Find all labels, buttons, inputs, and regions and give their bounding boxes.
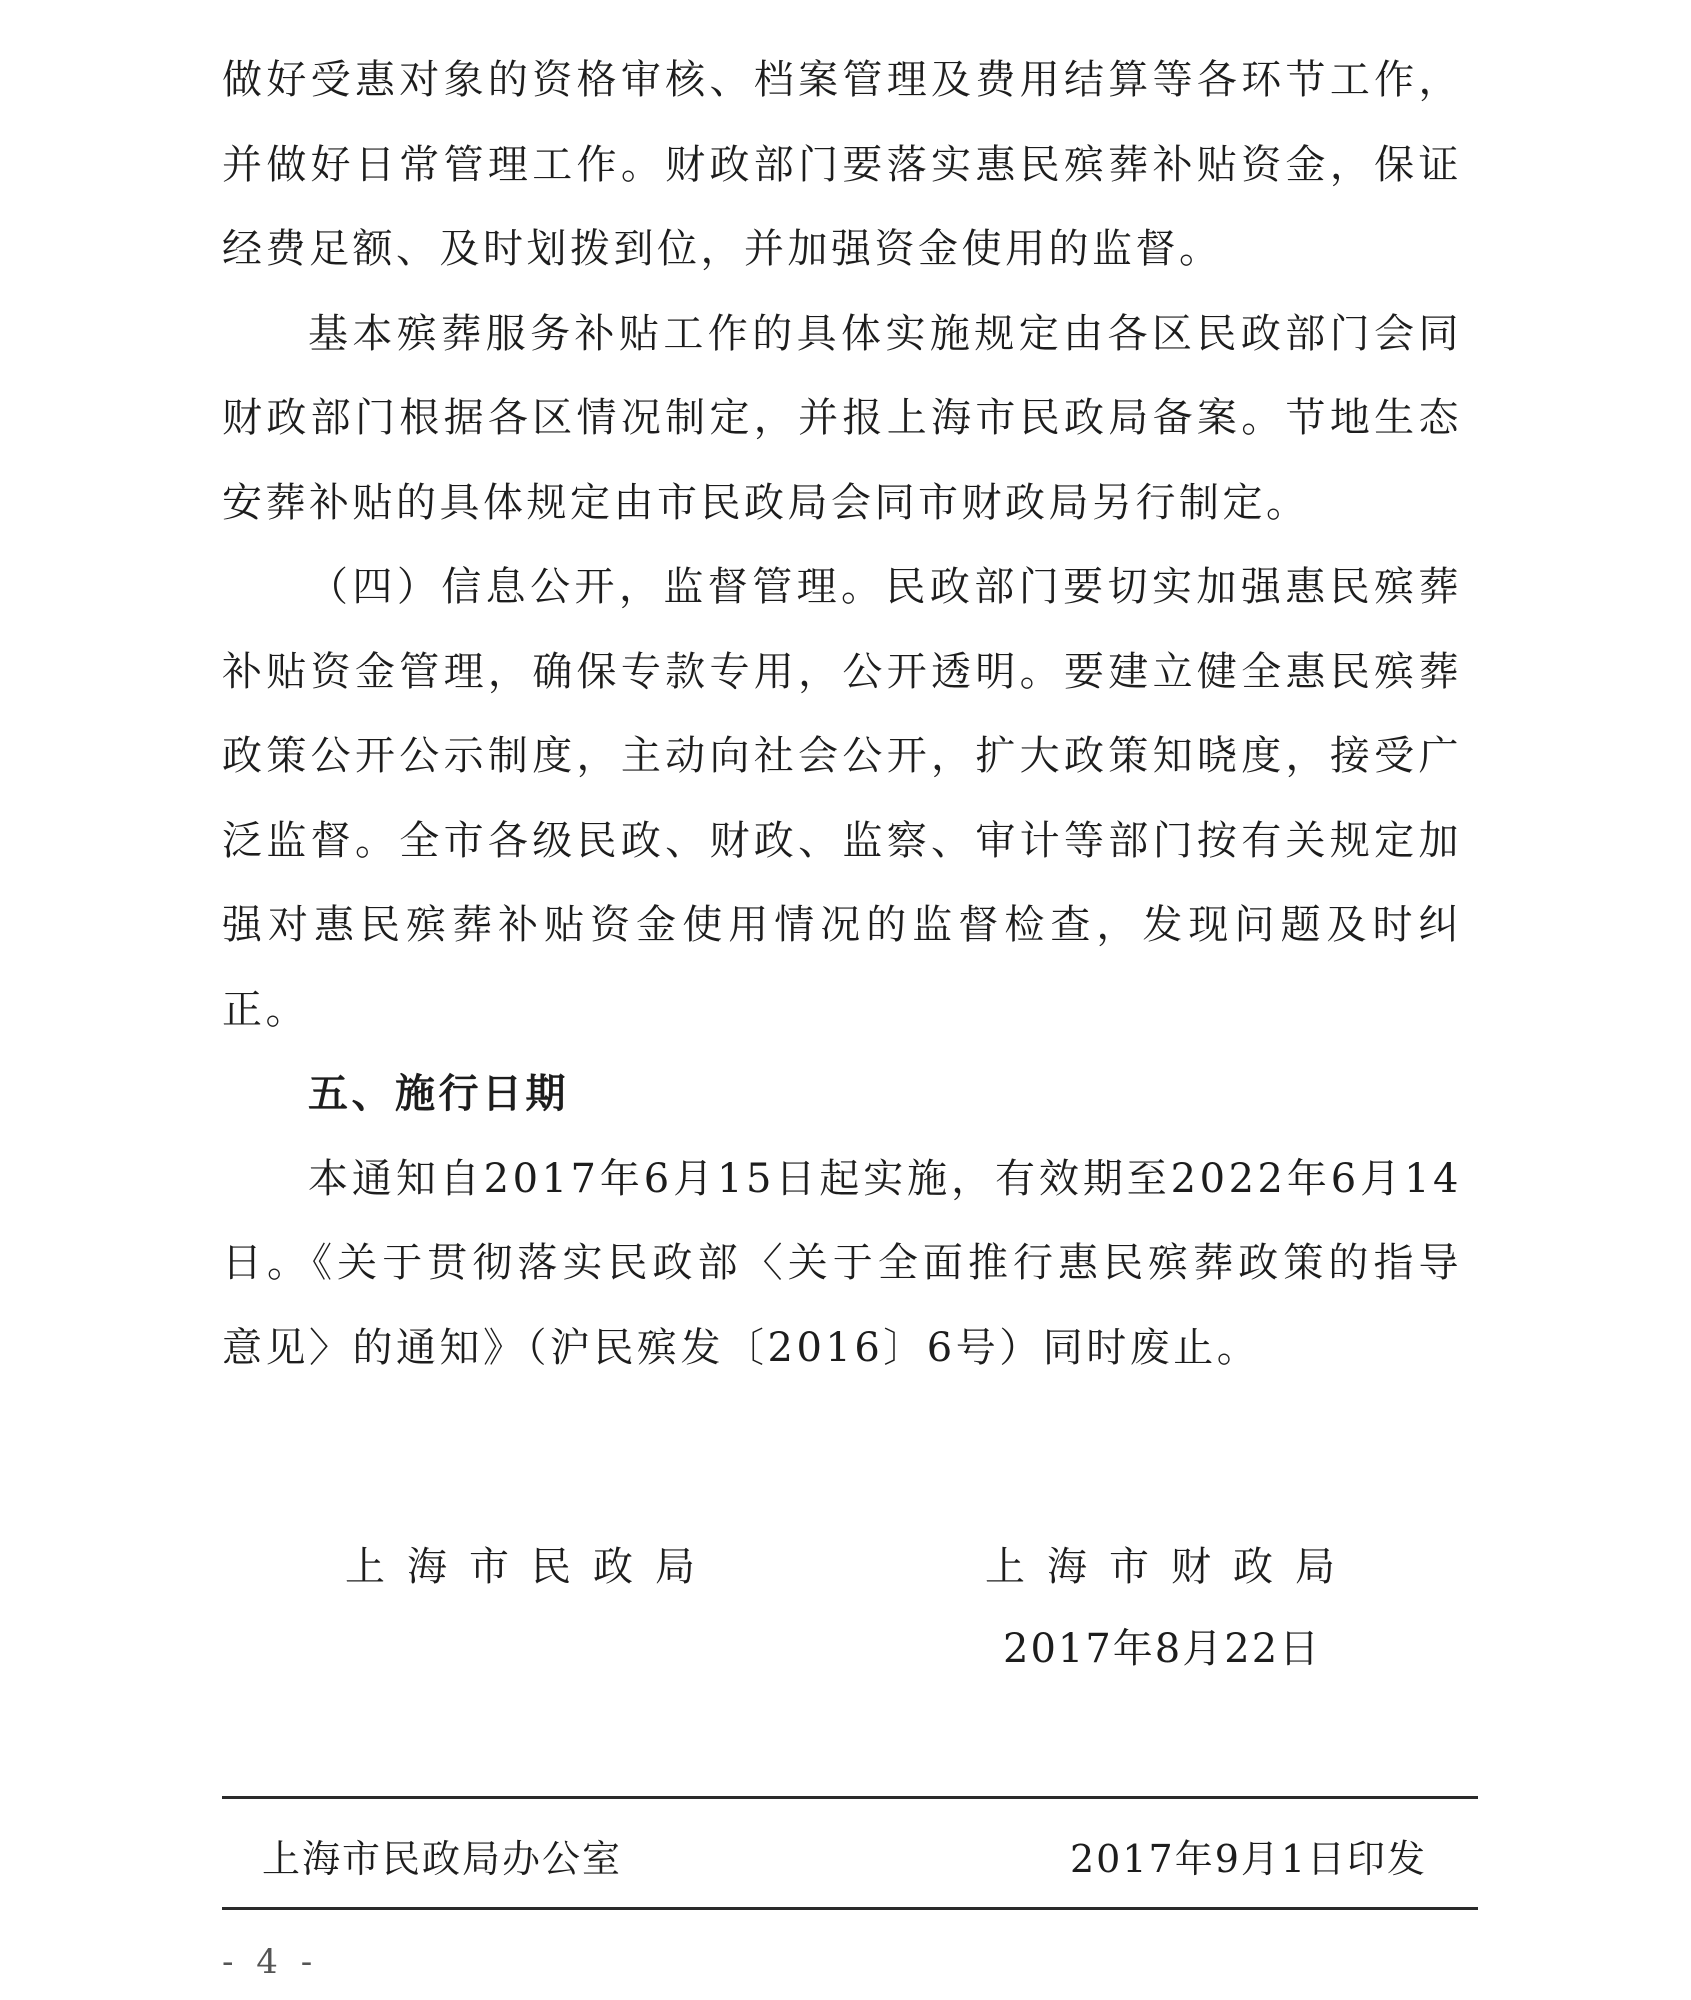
signature-date: 2017年8月22日 [1003, 1626, 1322, 1672]
paragraph-effective-date: 本通知自2017年6月15日起实施，有效期至2022年6月14日。《关于贯彻落实民政部〈关于全面推行惠民殡葬政策的指导意见〉的通知》（沪民殡发〔2016〕6号）同时废止。 [222, 1155, 1462, 1371]
footer-top-rule [222, 1796, 1478, 1799]
paragraph-continuation: 做好受惠对象的资格审核、档案管理及费用结算等各环节工作，并做好日常管理工作。财政部门要落实惠民殡葬补贴资金，保证经费足额、及时划拨到位，并加强资金使用的监督。 [222, 57, 1462, 272]
section-heading-effective-date: 五、施行日期 [308, 1071, 569, 1117]
document-body [222, 38, 1462, 1390]
footer-print-date: 2017年9月1日印发 [1070, 1837, 1428, 1881]
paragraph-implementation-rules: 基本殡葬服务补贴工作的具体实施规定由各区民政部门会同财政部门根据各区情况制定，并报上海市民政局备案。节地生态安葬补贴的具体规定由市民政局会同市财政局另行制定。 [222, 310, 1462, 526]
paragraph-information-disclosure: （四）信息公开，监督管理。民政部门要切实加强惠民殡葬补贴资金管理，确保专款专用，公开透明。要建立健全惠民殡葬政策公开公示制度，主动向社会公开，扩大政策知晓度，接受广泛监督。全市各级民政、财政、监察、审计等部门按有关规定加强对惠民殡葬补贴资金使用情况的监督检查，发现问题及时纠正。 [222, 564, 1462, 1033]
signature-finance-bureau: 上海市财政局 [985, 1544, 1357, 1590]
page-number: - 4 - [222, 1942, 319, 1982]
signature-civil-affairs-bureau: 上海市民政局 [345, 1544, 717, 1590]
footer-issuer: 上海市民政局办公室 [262, 1837, 623, 1881]
footer-bottom-rule [222, 1907, 1478, 1910]
